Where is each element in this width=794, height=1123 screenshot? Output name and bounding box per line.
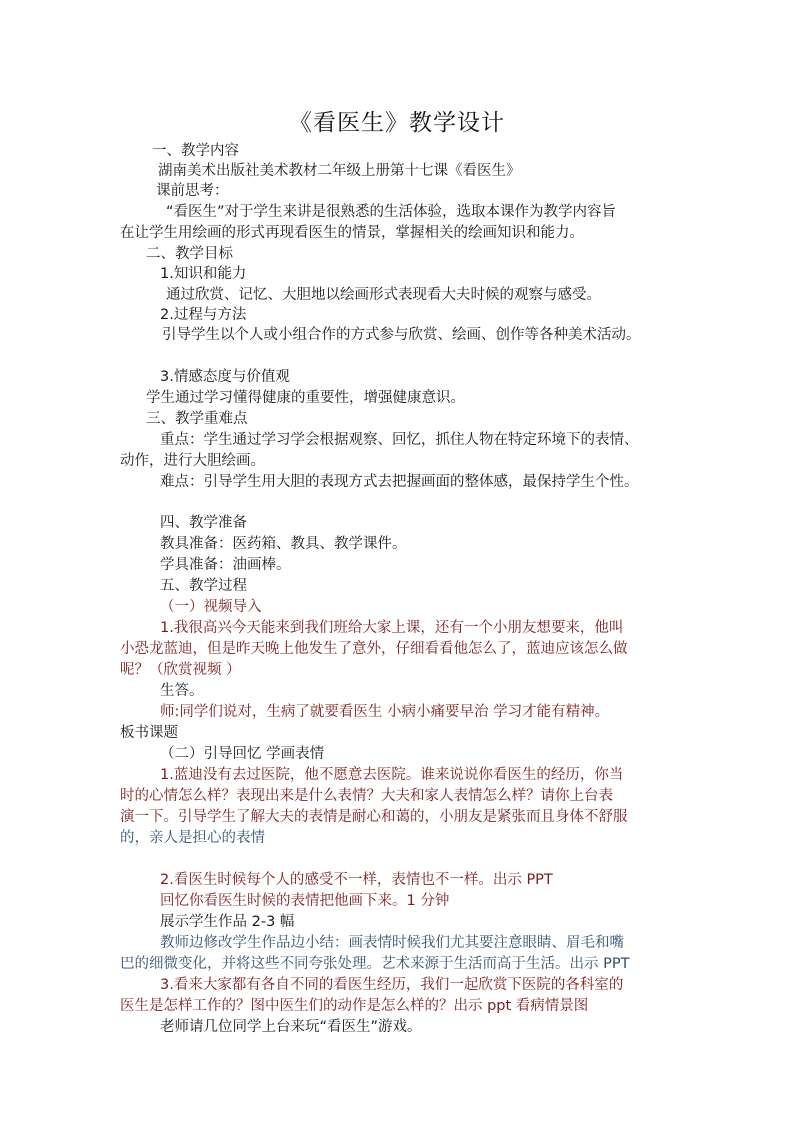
paragraph-line: 师:同学们说对，生病了就要看医生 小病小痛要早治 学习才能有精神。 [160,704,610,720]
subheading: （二）引导回忆 学画表情 [160,746,325,762]
section-heading: 五、教学过程 [160,578,247,594]
subheading: 1.知识和能力 [160,266,247,282]
paragraph-line: 课前思考： [156,183,229,199]
paragraph-line: 巴的细微变化，并将这些不同夸张处理。艺术来源于生活而高于生活。出示 PPT [120,956,630,972]
paragraph-line: 生答。 [160,683,204,699]
paragraph-line: 小恐龙蓝迪，但是昨天晚上他发生了意外，仔细看看他怎么了，蓝迪应该怎么做 [120,641,628,657]
subheading: （一）视频导入 [160,599,262,615]
paragraph-line: 教具准备：医药箱、教具、教学课件。 [160,536,407,552]
paragraph-line: 回忆你看医生时候的表情把他画下来。1 分钟 [160,893,450,909]
section-heading: 四、教学准备 [160,515,247,531]
section-heading: 三、教学重难点 [146,411,248,427]
section-heading: 二、教学目标 [146,246,233,262]
paragraph-line: 板书课题 [120,725,178,741]
paragraph-line: 引导学生以个人或小组合作的方式参与欣赏、绘画、创作等各种美术活动。 [162,327,641,343]
paragraph-line: 学具准备：油画棒。 [160,557,291,573]
paragraph-line: 教师边修改学生作品边小结：画表情时候我们尤其要注意眼睛、眉毛和嘴 [160,935,624,951]
subheading: 2.过程与方法 [160,307,247,323]
section-heading: 一、教学内容 [152,143,239,159]
paragraph-line: 3.看来大家都有各自不同的看医生经历，我们一起欣赏下医院的各科室的 [160,977,624,993]
paragraph-line: “看医生”对于学生来讲是很熟悉的生活体验，选取本课作为教学内容旨 [166,204,617,220]
paragraph-line: 展示学生作品 2-3 幅 [160,914,295,930]
paragraph-line: 的，亲人是担心的表情 [120,830,265,846]
paragraph-line: 通过欣赏、记忆、大胆地以绘画形式表现看大夫时候的观察与感受。 [166,287,601,303]
subheading: 3.情感态度与价值观 [160,369,290,385]
paragraph-line: 1.蓝迪没有去过医院，他不愿意去医院。谁来说说你看医生的经历，你当 [160,767,624,783]
paragraph-line: 时的心情怎么样？表现出来是什么表情？大夫和家人表情怎么样？请你上台表 [120,788,613,804]
paragraph-line: 1.我很高兴今天能来到我们班给大家上课，还有一个小朋友想要来，他叫 [160,620,624,636]
paragraph-line: 动作，进行大胆绘画。 [120,453,265,469]
paragraph-line: 重点：学生通过学习学会根据观察、回忆，抓住人物在特定环境下的表情、 [160,432,639,448]
paragraph-line: 在让学生用绘画的形式再现看医生的情景，掌握相关的绘画知识和能力。 [120,225,584,241]
paragraph-line: 呢？（欣赏视频 ） [120,662,241,678]
paragraph-line: 湖南美术出版社美术教材二年级上册第十七课《看医生》 [158,163,521,179]
paragraph-line: 演一下。引导学生了解大夫的表情是耐心和蔼的，小朋友是紧张而且身体不舒服 [120,809,628,825]
paragraph-line: 学生通过学习懂得健康的重要性，增强健康意识。 [146,390,465,406]
paragraph-line: 医生是怎样工作的？图中医生们的动作是怎么样的？出示 ppt 看病情景图 [120,998,589,1014]
document-title: 《看医生》教学设计 [289,110,505,136]
paragraph-line: 2.看医生时候每个人的感受不一样，表情也不一样。出示 PPT [160,872,553,888]
paragraph-line: 老师请几位同学上台来玩“看医生”游戏。 [160,1019,422,1035]
paragraph-line: 难点：引导学生用大胆的表现方式去把握画面的整体感，最保持学生个性。 [160,474,639,490]
